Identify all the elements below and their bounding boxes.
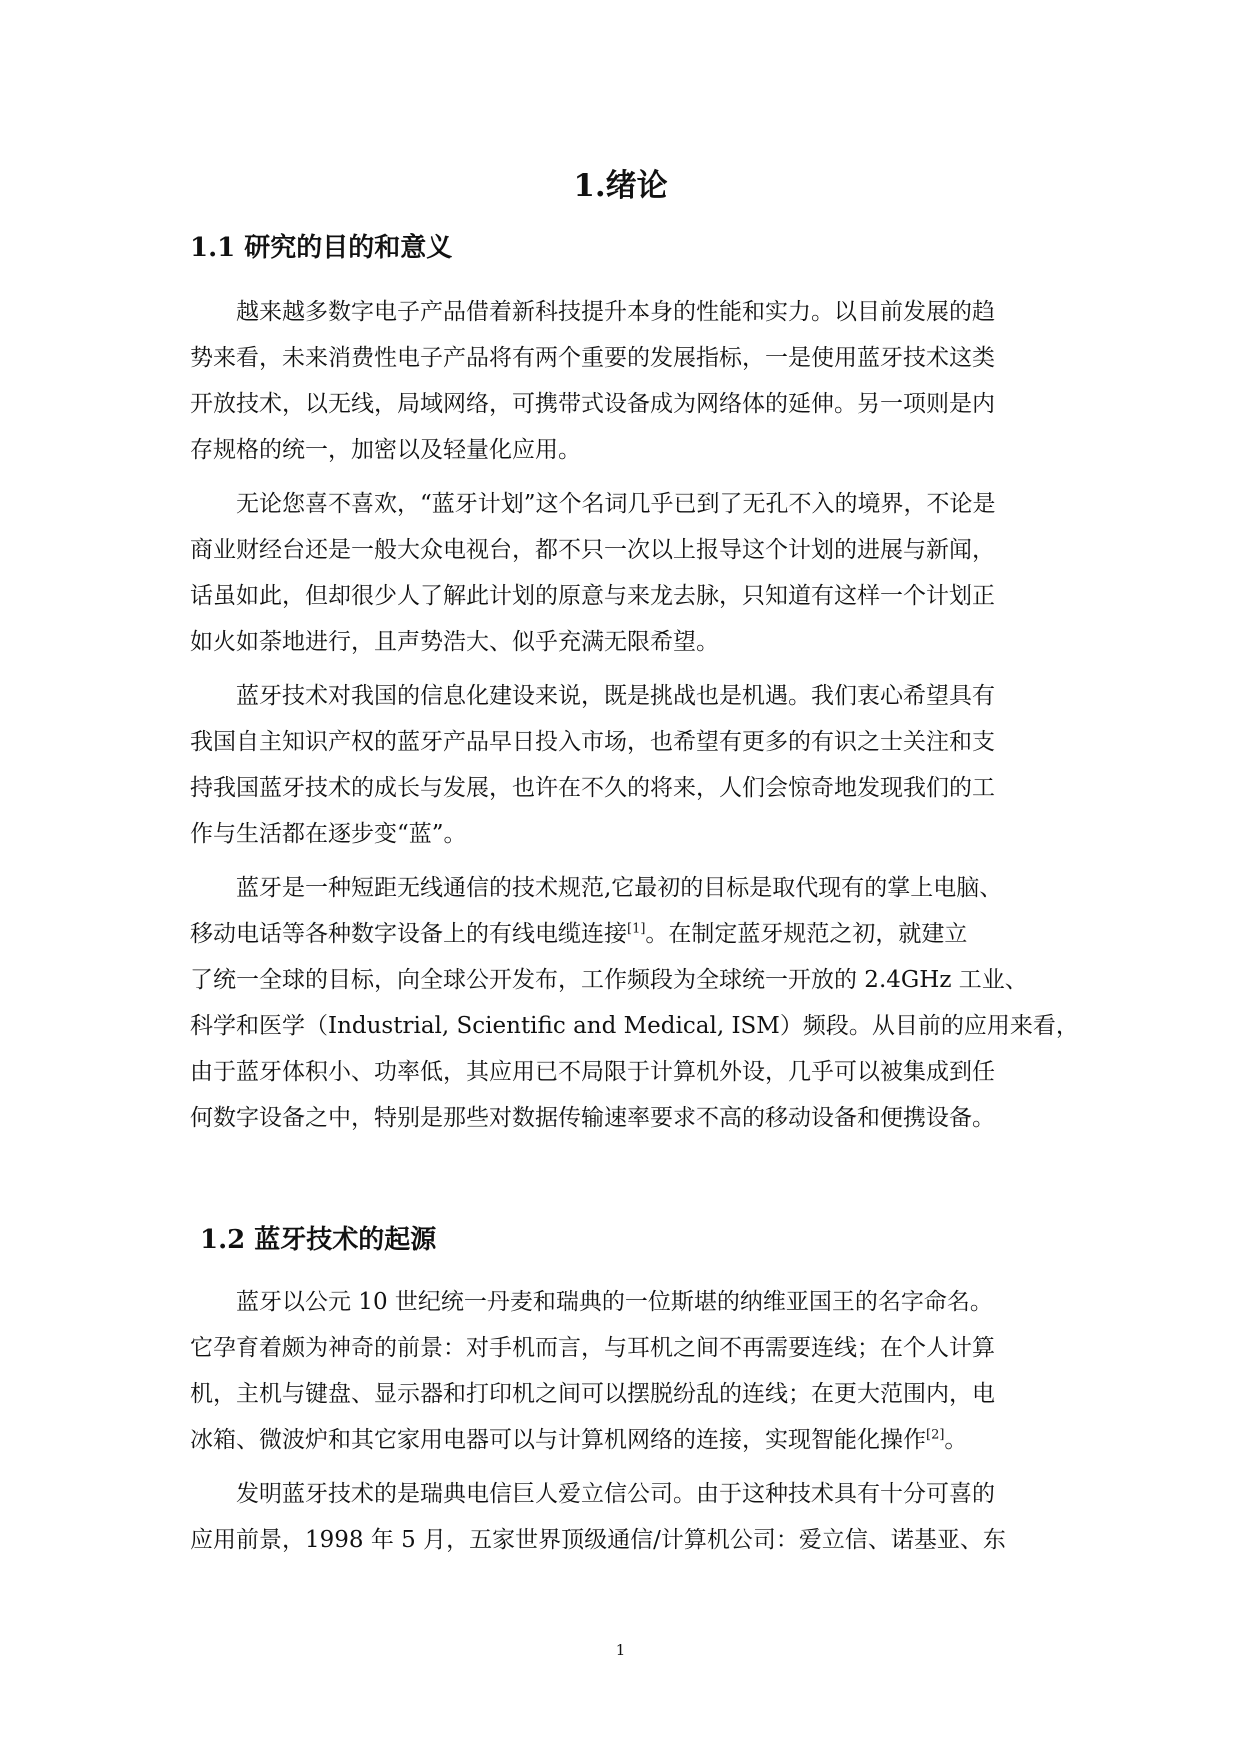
text-segment: 。在制定蓝牙规范之初，就建立 — [645, 921, 968, 947]
section-heading-1-1: 1.1 研究的目的和意义 — [190, 233, 453, 263]
text-line: 应用前景，1998 年 5 月，五家世界顶级通信/计算机公司：爱立信、诺基亚、东 — [190, 1527, 1006, 1553]
text-line: 蓝牙以公元 10 世纪统一丹麦和瑞典的一位斯堪的纳维亚国王的名字命名。 — [236, 1289, 993, 1315]
text-line: 了统一全球的目标，向全球公开发布，工作频段为全球统一开放的 2.4GHz 工业、 — [190, 967, 1028, 993]
text-line: 持我国蓝牙技术的成长与发展，也许在不久的将来，人们会惊奇地发现我们的工 — [190, 775, 995, 801]
text-line: 如火如荼地进行，且声势浩大、似乎充满无限希望。 — [190, 629, 719, 655]
chapter-title: 1.绪论 — [573, 168, 668, 204]
text-line: 发明蓝牙技术的是瑞典电信巨人爱立信公司。由于这种技术具有十分可喜的 — [236, 1481, 995, 1507]
text-line: 它孕育着颇为神奇的前景：对手机而言，与耳机之间不再需要连线；在个人计算 — [190, 1335, 995, 1361]
text-line: 由于蓝牙体积小、功率低，其应用已不局限于计算机外设，几乎可以被集成到任 — [190, 1059, 995, 1085]
text-line: 商业财经台还是一般大众电视台，都不只一次以上报导这个计划的进展与新闻， — [190, 537, 995, 563]
text-line: 存规格的统一，加密以及轻量化应用。 — [190, 437, 581, 463]
section-heading-1-2: 1.2 蓝牙技术的起源 — [200, 1225, 437, 1255]
text-line: 作与生活都在逐步变“蓝”。 — [190, 821, 467, 847]
text-line: 科学和医学（Industrial, Scientific and Medical, ISM）频段。从目前的应用来看， — [190, 1013, 1079, 1039]
text-line — [190, 915, 967, 948]
text-line: 蓝牙技术对我国的信息化建设来说，既是挑战也是机遇。我们衷心希望具有 — [236, 683, 995, 709]
text-line: 开放技术，以无线，局域网络，可携带式设备成为网络体的延伸。另一项则是内 — [190, 391, 995, 417]
text-line: 何数字设备之中，特别是那些对数据传输速率要求不高的移动设备和便携设备。 — [190, 1105, 995, 1131]
text-line: 话虽如此，但却很少人了解此计划的原意与来龙去脉，只知道有这样一个计划正 — [190, 583, 995, 609]
text-line: 越来越多数字电子产品借着新科技提升本身的性能和实力。以目前发展的趋 — [236, 299, 995, 325]
text-line: 我国自主知识产权的蓝牙产品早日投入市场，也希望有更多的有识之士关注和支 — [190, 729, 995, 755]
text-line: 机，主机与键盘、显示器和打印机之间可以摆脱纷乱的连线；在更大范围内，电 — [190, 1381, 995, 1407]
text-line: 无论您喜不喜欢，“蓝牙计划”这个名词几乎已到了无孔不入的境界，不论是 — [236, 491, 996, 517]
page-number: 1 — [615, 1641, 626, 1659]
text-line: 蓝牙是一种短距无线通信的技术规范,它最初的目标是取代现有的掌上电脑、 — [236, 875, 1003, 901]
text-segment: 移动电话等各种数字设备上的有线电缆连接 — [190, 921, 627, 947]
citation-ref-1: [1] — [627, 921, 646, 937]
text-line: 势来看，未来消费性电子产品将有两个重要的发展指标，一是使用蓝牙技术这类 — [190, 345, 995, 371]
text-segment: 。 — [944, 1427, 968, 1453]
text-segment: 冰箱、微波炉和其它家用电器可以与计算机网络的连接，实现智能化操作 — [190, 1427, 926, 1453]
citation-ref-2: [2] — [926, 1427, 945, 1443]
text-line — [190, 1421, 967, 1454]
